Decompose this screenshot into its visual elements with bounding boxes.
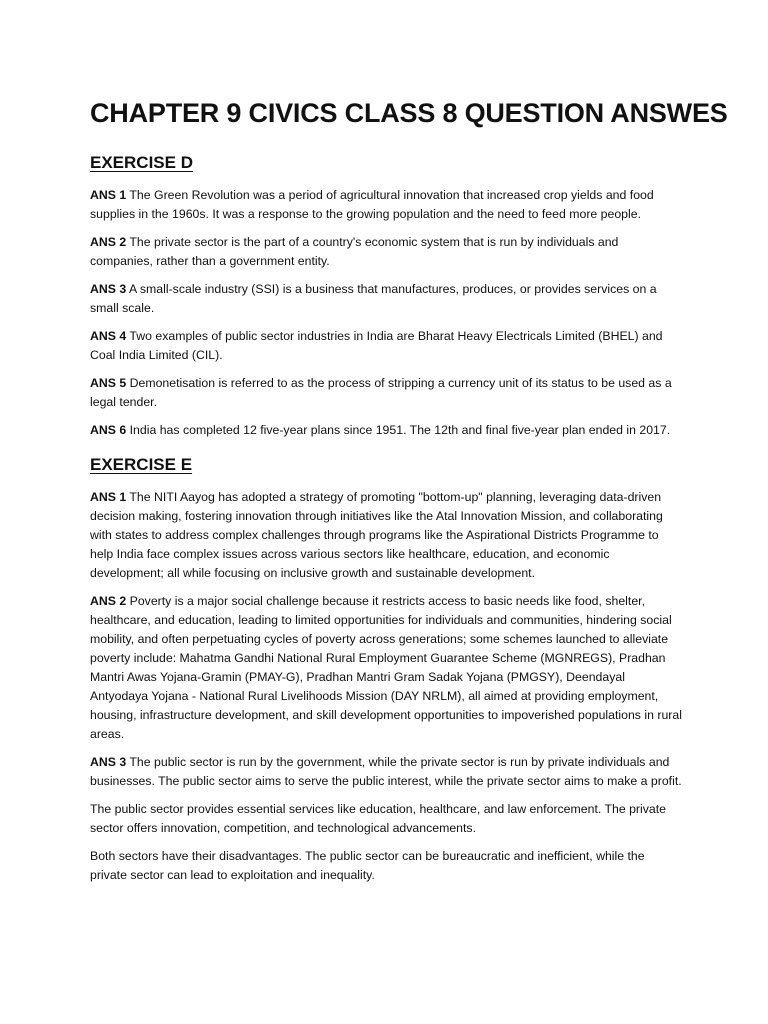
answer-label: ANS 1 — [90, 490, 127, 504]
answer-text: Two examples of public sector industries in India are Bharat Heavy Electricals Limited (BHEL) and Coal India Limited (CIL). — [90, 329, 663, 362]
answer-label: ANS 1 — [90, 188, 127, 202]
document-page — [90, 96, 728, 894]
answer-text: The NITI Aayog has adopted a strategy of promoting "bottom-up" planning, leveraging data-driven decision making, fostering innovation through initiatives like the Atal Innovation Mission, and collaborating with states to address complex challenges through programs like the Aspirational Districts Programme to help India face complex issues across various sectors like healthcare, education, and economic development; all while focusing on inclusive growth and sustainable development. — [90, 490, 663, 580]
page-title: CHAPTER 9 CIVICS CLASS 8 QUESTION ANSWES — [90, 98, 728, 128]
exercise-e-answer-3 — [90, 753, 684, 791]
exercise-e-paragraph-disadvantages: Both sectors have their disadvantages. The public sector can be bureaucratic and inefficient, while the private sector can lead to exploitation and inequality. — [90, 849, 645, 882]
exercise-e-heading: EXERCISE E — [90, 455, 193, 474]
exercise-d-answer-2 — [90, 233, 684, 271]
answer-label: ANS 4 — [90, 329, 127, 343]
exercise-d-answer-1 — [90, 186, 684, 224]
answer-text: Demonetisation is referred to as the process of stripping a currency unit of its status to be used as a legal tender. — [90, 376, 672, 409]
answer-text: The public sector is run by the government, while the private sector is run by private individuals and businesses. The public sector aims to serve the public interest, while the private sector aims to make a profit. — [90, 755, 682, 788]
answer-label: ANS 6 — [90, 423, 127, 437]
answer-text: A small-scale industry (SSI) is a business that manufactures, produces, or provides services on a small scale. — [90, 282, 657, 315]
answer-text: The Green Revolution was a period of agricultural innovation that increased crop yields and food supplies in the 1960s. It was a response to the growing population and the need to feed more people. — [90, 188, 654, 221]
answer-text: India has completed 12 five-year plans since 1951. The 12th and final five-year plan ended in 2017. — [126, 423, 671, 437]
answer-label: ANS 2 — [90, 594, 127, 608]
exercise-d-answer-3 — [90, 280, 684, 318]
exercise-d-heading: EXERCISE D — [90, 153, 193, 172]
answer-text: Poverty is a major social challenge because it restricts access to basic needs like food, shelter, healthcare, and education, leading to limited opportunities for individuals and communities, hindering social mobility, and often perpetuating cycles of poverty across generations; some schemes launched to alleviate poverty include: Mahatma Gandhi National Rural Employment Guarantee Scheme (MGNREGS), Pradhan Mantri Awas Yojana-Gramin (PMAY-G), Pradhan Mantri Gram Sadak Yojana (PMGSY), Deendayal Antyodaya Yojana - National Rural Livelihoods Mission (DAY NRLM), all aimed at providing employment, housing, infrastructure development, and skill development opportunities to impoverished populations in rural areas. — [90, 594, 682, 741]
exercise-d-answer-6 — [90, 421, 684, 440]
answer-label: ANS 3 — [90, 282, 127, 296]
exercise-d-answer-5 — [90, 374, 684, 412]
answer-label: ANS 3 — [90, 755, 127, 769]
answer-label: ANS 2 — [90, 235, 127, 249]
answer-text: The private sector is the part of a country's economic system that is run by individuals and companies, rather than a government entity. — [90, 235, 619, 268]
exercise-e-paragraph-public-private: The public sector provides essential services like education, healthcare, and law enforcement. The private sector offers innovation, competition, and technological advancements. — [90, 802, 666, 835]
exercise-e-answer-2 — [90, 592, 684, 744]
exercise-e-answer-1 — [90, 488, 684, 583]
exercise-d-answer-4 — [90, 327, 684, 365]
answer-label: ANS 5 — [90, 376, 127, 390]
